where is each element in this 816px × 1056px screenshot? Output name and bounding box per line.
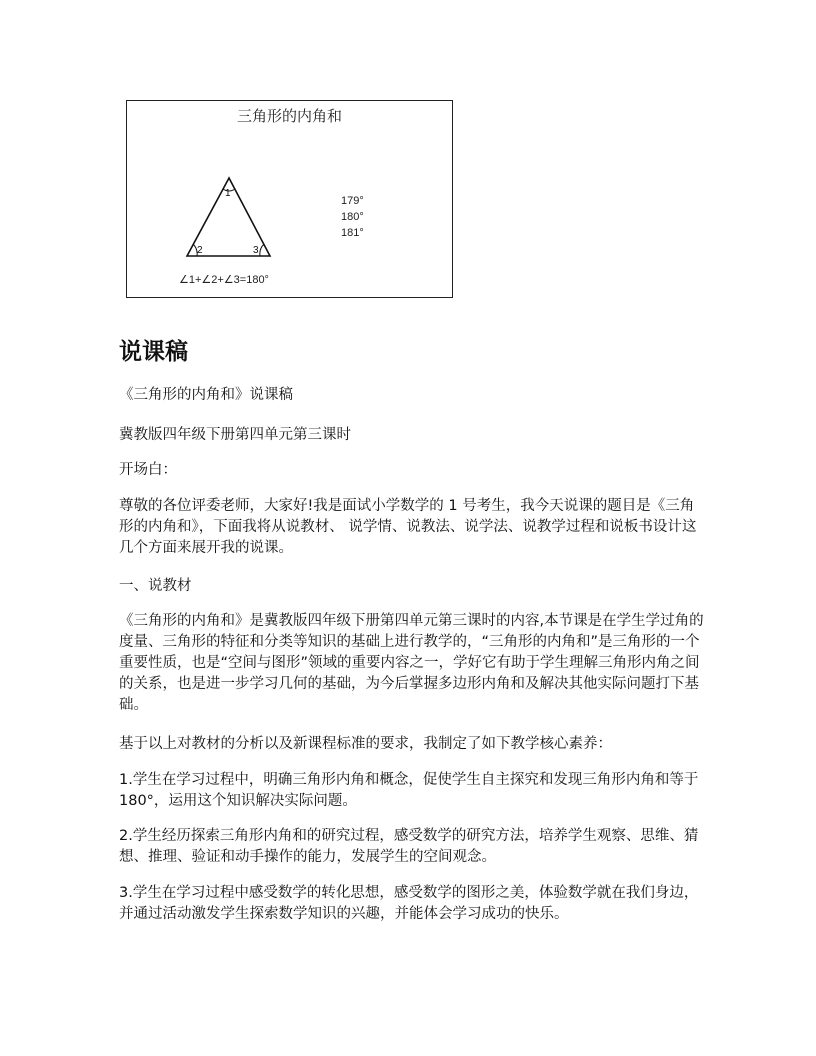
lecture-title: 《三角形的内角和》说课稿 [119,387,293,403]
textbook-paragraph: 《三角形的内角和》是冀教版四年级下册第四单元第三课时的内容,本节课是在学生学过角的度量、三角形的特征和分类等知识的基础上进行教学的，“三角形的内角和”是三角形的一个重要性质，也是“空间与图形”领域的重要内容之一，学好它有助于学生理解三角形内角之间的关系，也是进一步学习几何的基础，为今后掌握多边形内角和及解决其他实际问题打下基础。 [119,613,704,713]
section-heading-textbook: 一、说教材 [119,578,192,594]
objectives-intro: 基于以上对教材的分析以及新课程标准的要求，我制定了如下教学核心素养： [119,736,612,752]
opening-label: 开场白： [119,462,177,478]
objective-item-3: 3.学生在学习过程中感受数学的转化思想，感受数学的图形之美，体验数学就在我们身边，并通过活动激发学生探索数学知识的兴趣，并能体会学习成功的快乐。 [119,885,699,922]
objective-item-2: 2.学生经历探索三角形内角和的研究过程，感受数学的研究方法，培养学生观察、思维、猜想、推理、验证和动手操作的能力，发展学生的空间观念。 [119,828,699,865]
objective-item-1: 1.学生在学习过程中，明确三角形内角和概念，促使学生自主探究和发现三角形内角和等于 180°，运用这个知识解决实际问题。 [119,772,699,809]
triangle-figure [126,100,453,298]
angle-3-arc [260,244,264,256]
degree-option-180: 180° [341,211,364,223]
angle-1-label: 1 [225,188,231,199]
lesson-info: 冀教版四年级下册第四单元第三课时 [119,427,351,443]
degree-options [341,193,364,241]
angle-2-label: 2 [197,245,203,256]
opening-paragraph: 尊敬的各位评委老师，大家好!我是面试小学数学的 1 号考生，我今天说课的题目是《三角形的内角和》，下面我将从说教材、 说学情、说教法、说学法、说教学过程和说板书设计这几个方面来展开我的说课。 [119,498,697,556]
angle-3-label: 3 [253,245,259,256]
triangle-diagram [127,101,452,297]
degree-option-179: 179° [341,195,364,207]
angle-sum-formula: ∠1+∠2+∠3=180° [179,274,269,286]
degree-option-181: 181° [341,227,364,239]
page-heading: 说课稿 [119,339,188,365]
figure-title: 三角形的内角和 [236,107,342,125]
